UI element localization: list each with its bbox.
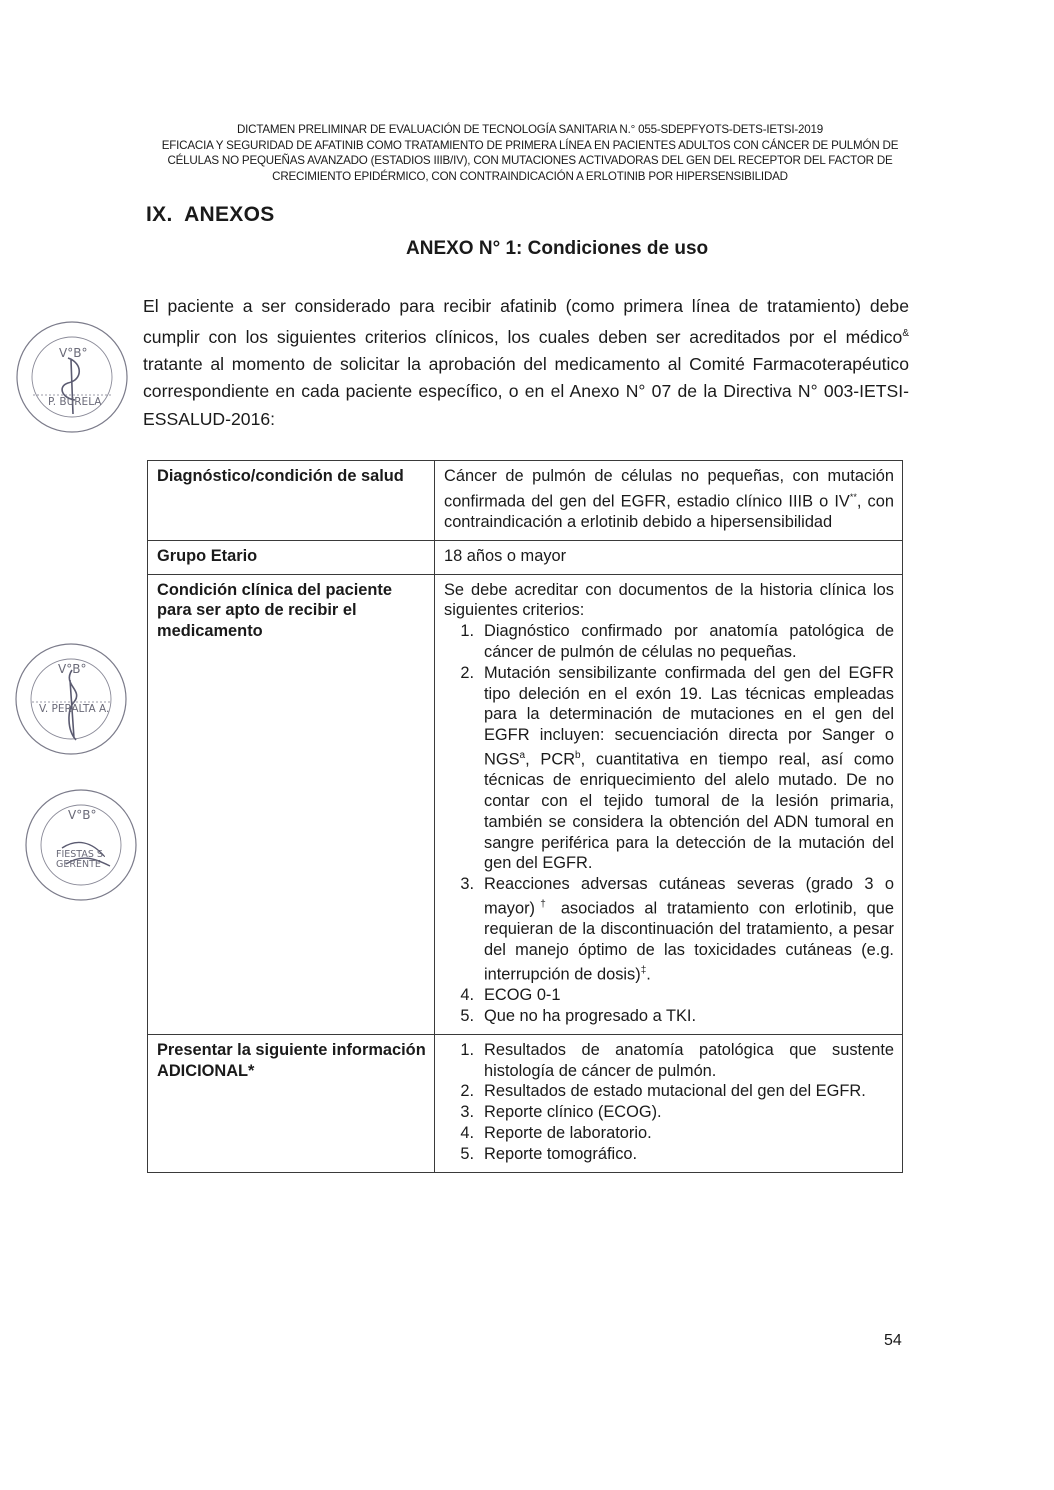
item-text: , cuantitativa en tiempo real, así como técnicas de enriquecimiento del alelo mutado. De no contar con el tejido tumoral de la lesión primaria, también se considera la obtención del ADN tumoral en sangre periférica para la detección de la mutación del gen del EGFR.: [484, 750, 894, 873]
stamp-signer-name: V. PERALTA A.: [39, 703, 110, 715]
conditions-table: [147, 460, 903, 1173]
item-number: 1.: [460, 1040, 474, 1059]
criteria-intro: Se debe acreditar con documentos de la historia clínica los siguientes criterios:: [444, 580, 894, 620]
item-number: 4.: [460, 986, 474, 1005]
item-text: Reacciones adversas cutáneas severas (grado 3 o mayor): [484, 875, 894, 918]
footnote-mark: ‡: [640, 964, 647, 976]
stamp-vobo-label: V°B°: [58, 662, 87, 676]
footnote-mark: †: [535, 899, 552, 911]
list-item: [444, 1040, 894, 1082]
item-text: Mutación sensibilizante confirmada del gen del EGFR tipo deleción en el exón 19. Las técnicas empleadas para la determinación de mutaciones en el gen del EGFR incluyen: secuenciación directa por Sanger o NGS: [484, 663, 894, 769]
table-row: [148, 1034, 903, 1172]
item-number: 2.: [460, 663, 474, 682]
header-line: CÉLULAS NO PEQUEÑAS AVANZADO (ESTADIOS IIIB/IV), CON MUTACIONES ACTIVADORAS DEL GEN DEL RECEPTOR DEL FACTOR DE: [167, 154, 893, 167]
cell-text: , con contraindicación a erlotinib debido a hipersensibilidad: [444, 492, 894, 532]
table-row: [148, 461, 903, 541]
footnote-mark: &: [902, 328, 909, 340]
row-label: Grupo Etario: [148, 540, 435, 574]
stamp-vobo-label: V°B°: [59, 346, 88, 360]
table-row: [148, 540, 903, 574]
item-number: 5.: [460, 1144, 474, 1163]
table-row: [148, 574, 903, 1034]
list-item: [444, 663, 894, 874]
item-text: , PCR: [525, 750, 576, 769]
footnote-mark: a: [519, 750, 526, 762]
row-value: [435, 574, 903, 1034]
item-text: Reporte clínico (ECOG).: [484, 1103, 662, 1122]
list-item: [444, 985, 894, 1006]
item-text: Que no ha progresado a TKI.: [484, 1007, 697, 1025]
row-label: Condición clínica del paciente para ser apto de recibir el medicamento: [148, 574, 435, 1034]
item-number: 1.: [460, 622, 474, 641]
item-text: ECOG 0-1: [484, 986, 561, 1005]
intro-text: tratante al momento de solicitar la aprobación del medicamento al Comité Farmacoterapéutico correspondiente en cada paciente específico, o en el Anexo N° 07 de la Directiva N° 003-IETSI-ESSALUD-2016:: [143, 354, 909, 429]
footnote-mark: **: [849, 491, 857, 502]
stamp-seal: [13, 318, 131, 436]
item-text: Resultados de estado mutacional del gen del EGFR.: [484, 1082, 866, 1101]
page-number: 54: [884, 1332, 902, 1349]
row-value: 18 años o mayor: [435, 540, 903, 574]
header-line: EFICACIA Y SEGURIDAD DE AFATINIB COMO TRATAMIENTO DE PRIMERA LÍNEA EN PACIENTES ADULTOS CON CÁNCER DE PULMÓN DE: [161, 138, 899, 152]
row-value: [435, 461, 903, 541]
item-number: 4.: [460, 1123, 474, 1142]
header-line: DICTAMEN PRELIMINAR DE EVALUACIÓN DE TECNOLOGÍA SANITARIA N.° 055-SDEPFYOTS-DETS-IETSI-2019: [236, 123, 823, 136]
intro-text: El paciente a ser considerado para recibir afatinib (como primera línea de tratamiento) debe cumplir con los siguientes criterios clínicos, los cuales deben ser acreditados por el médico: [143, 296, 909, 348]
item-number: 3.: [460, 875, 474, 894]
item-number: 3.: [460, 1103, 474, 1122]
stamp-vobo-label: V°B°: [68, 808, 97, 822]
seal-icon: [22, 786, 140, 904]
item-text: asociados al tratamiento con erlotinib, que requieran de la discontinuación del tratamiento, a pesar del manejo óptimo de las toxicidades cutáneas (e.g. interrupción de dosis): [484, 899, 895, 984]
document-header: [130, 122, 930, 184]
row-value: [435, 1034, 903, 1172]
criteria-list: [444, 621, 894, 1027]
annex-title: ANEXO N° 1: Condiciones de uso: [406, 238, 709, 259]
header-line: CRECIMIENTO EPIDÉRMICO, CON CONTRAINDICACIÓN A ERLOTINIB POR HIPERSENSIBILIDAD: [272, 169, 788, 183]
item-text: Reporte de laboratorio.: [484, 1123, 652, 1142]
seal-icon: [12, 640, 130, 758]
item-text: Reporte tomográfico.: [484, 1144, 638, 1163]
stamp-seal: [12, 640, 130, 758]
list-item: [444, 1123, 894, 1144]
item-number: 5.: [460, 1007, 474, 1025]
section-title: IX. ANEXOS: [146, 203, 275, 226]
footnote-mark: b: [575, 750, 581, 762]
stamp-signer-name: P. BURELA: [48, 396, 102, 408]
intro-paragraph: [143, 293, 909, 433]
seal-icon: [13, 318, 131, 436]
item-text: Diagnóstico confirmado por anatomía patológica de cáncer de pulmón de células no pequeñas.: [484, 622, 894, 662]
stamp-seal: [22, 786, 140, 904]
stamp-signer-name: FIESTAS S. GERENTE: [56, 849, 106, 870]
row-label: Presentar la siguiente información ADICIONAL*: [148, 1034, 435, 1172]
item-number: 2.: [460, 1082, 474, 1101]
row-label: Diagnóstico/condición de salud: [148, 461, 435, 541]
additional-info-list: [444, 1040, 894, 1165]
list-item: [444, 874, 894, 985]
list-item: [444, 1081, 894, 1102]
list-item: [444, 1144, 894, 1165]
item-text: .: [646, 965, 651, 984]
list-item: [444, 1006, 894, 1027]
cell-text: Cáncer de pulmón de células no pequeñas, con mutación confirmada del gen del EGFR, estadio clínico IIIB o IV: [444, 467, 894, 511]
list-item: [444, 621, 894, 663]
list-item: [444, 1102, 894, 1123]
item-text: Resultados de anatomía patológica que sustente histología de cáncer de pulmón.: [484, 1040, 894, 1080]
